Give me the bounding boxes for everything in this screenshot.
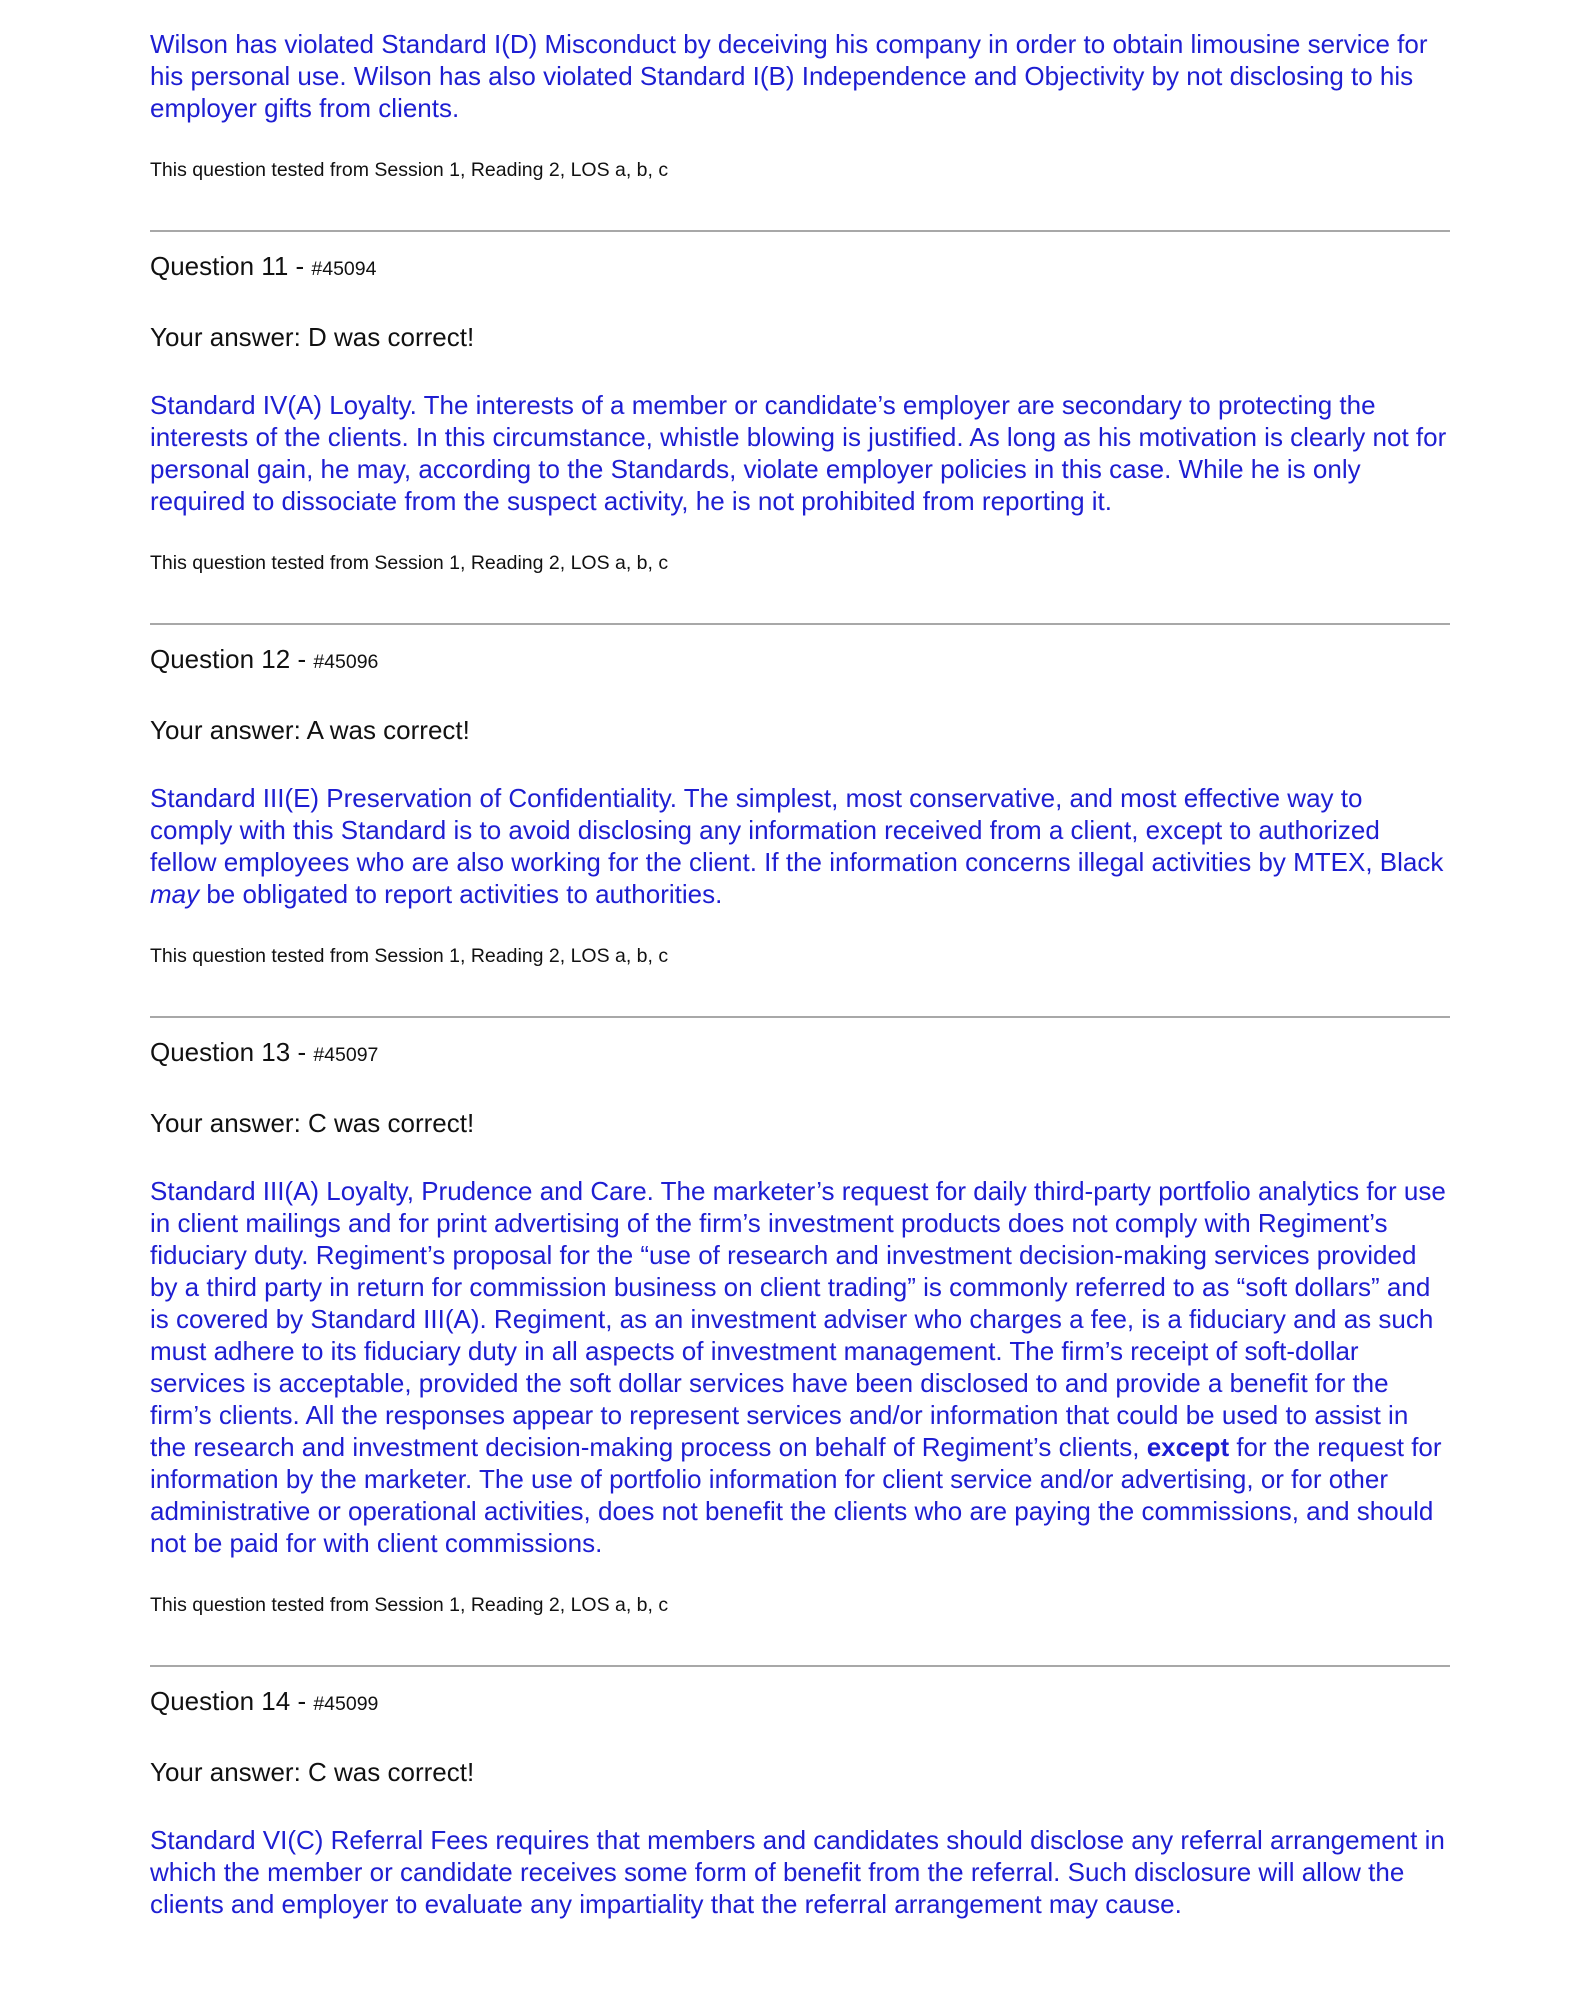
los-reference: This question tested from Session 1, Reading 2, LOS a, b, c: [150, 552, 669, 574]
question-13: [150, 1016, 1450, 1617]
answer-explanation: [150, 782, 1450, 910]
answer-status: Your answer: C was correct!: [150, 1757, 475, 1787]
answer-explanation: Standard IV(A) Loyalty. The interests of a member or candidate’s employer are secondary to protecting the interests of the clients. In this circumstance, whistle blowing is justified. As long as his motivation is clearly not for personal gain, he may, according to the Standards, violate employer policies in this case. While he is only required to dissociate from the suspect activity, he is not prohibited from reporting it.: [150, 390, 1447, 516]
question-11: [150, 230, 1450, 575]
section-divider: [150, 1016, 1450, 1018]
question-number: #45097: [313, 1044, 379, 1066]
answer-explanation: [150, 1175, 1450, 1559]
question-separator: -: [290, 644, 314, 674]
explanation-text-continued: for the request for information by the marketer. The use of portfolio information for client service and/or advertising, or for other administrative or operational activities, does not benefit the clients who are paying the commissions, and should not be paid for with client commissions.: [150, 1432, 1442, 1558]
explanation-text-continued: be obligated to report activities to authorities.: [199, 879, 723, 909]
answer-status: Your answer: D was correct!: [150, 322, 475, 352]
question-label: Question 13: [150, 1037, 291, 1067]
question-heading: [150, 1036, 1450, 1071]
answer-explanation: Standard VI(C) Referral Fees requires that members and candidates should disclose any referral arrangement in which the member or candidate receives some form of benefit from the referral. Such disclosure will allow the clients and employer to evaluate any impartiality that the referral arrangement may cause.: [150, 1825, 1445, 1919]
explanation-emphasis: may: [150, 879, 200, 909]
question-14: [150, 1665, 1450, 1920]
question-heading: [150, 643, 1450, 678]
los-reference: This question tested from Session 1, Reading 2, LOS a, b, c: [150, 945, 669, 967]
question-number: #45096: [313, 651, 379, 673]
question-label: Question 14: [150, 1686, 291, 1716]
question-label: Question 11: [150, 251, 289, 281]
question-heading: [150, 1685, 1450, 1720]
question-number: #45094: [311, 258, 377, 280]
section-divider: [150, 1665, 1450, 1667]
question-separator: -: [290, 1037, 314, 1067]
previous-question-los: This question tested from Session 1, Reading 2, LOS a, b, c: [150, 159, 669, 181]
explanation-text: Standard III(A) Loyalty, Prudence and Care. The marketer’s request for daily third-party portfolio analytics for use in client mailings and for print advertising of the firm’s investment products does not comply with Regiment’s fiduciary duty. Regiment’s proposal for the “use of research and investment decision-making services provided by a third party in return for commission business on client trading” is commonly referred to as “soft dollars” and is covered by Standard III(A). Regiment, as an investment adviser who charges a fee, is a fiduciary and as such must adhere to its fiduciary duty in all aspects of investment management. The firm’s receipt of soft-dollar services is acceptable, provided the soft dollar services have been disclosed to and provide a benefit for the firm’s clients. All the responses appear to represent services and/or information that could be used to assist in the research and investment decision-making process on behalf of Regiment’s clients,: [150, 1176, 1446, 1462]
question-label: Question 12: [150, 644, 291, 674]
explanation-emphasis: except: [1146, 1432, 1230, 1462]
results-page: [150, 28, 1450, 1920]
answer-status: Your answer: C was correct!: [150, 1108, 475, 1138]
previous-question-explanation: Wilson has violated Standard I(D) Misconduct by deceiving his company in order to obtain limousine service for his personal use. Wilson has also violated Standard I(B) Independence and Objectivity by not disclosing to his employer gifts from clients.: [150, 29, 1428, 123]
explanation-text: Standard III(E) Preservation of Confidentiality. The simplest, most conservative, and most effective way to comply with this Standard is to avoid disclosing any information received from a client, except to authorized fellow employees who are also working for the client. If the information concerns illegal activities by MTEX, Black: [150, 783, 1444, 877]
answer-status: Your answer: A was correct!: [150, 715, 470, 745]
section-divider: [150, 230, 1450, 232]
los-reference: This question tested from Session 1, Reading 2, LOS a, b, c: [150, 1594, 669, 1616]
question-number: #45099: [313, 1693, 379, 1715]
section-divider: [150, 623, 1450, 625]
question-separator: -: [290, 1686, 314, 1716]
question-separator: -: [288, 251, 312, 281]
question-12: [150, 623, 1450, 968]
question-heading: [150, 250, 1450, 285]
